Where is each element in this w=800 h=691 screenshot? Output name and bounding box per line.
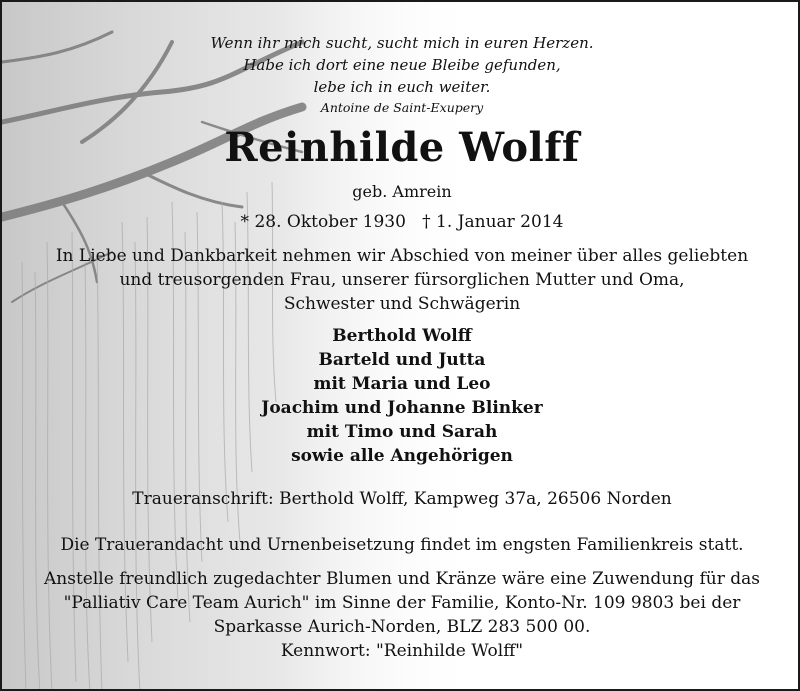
mourner-6: sowie alle Angehörigen	[291, 446, 513, 466]
mourner-3: mit Maria und Leo	[313, 374, 491, 394]
donation-line-1: Anstelle freundlich zugedachter Blumen und Kränze wäre eine Zuwendung für das	[44, 569, 760, 589]
mourning-address: Traueranschrift: Berthold Wolff, Kampweg 37a, 26506 Norden	[132, 489, 672, 509]
quote-line-1: Wenn ihr mich sucht, sucht mich in euren Herzen.	[210, 34, 594, 52]
announcement-line-2: und treusorgenden Frau, unserer fürsorglichen Mutter und Oma,	[119, 270, 685, 290]
maiden-name: geb. Amrein	[352, 182, 452, 201]
mourner-2: Barteld und Jutta	[318, 350, 486, 370]
announcement-line-3: Schwester und Schwägerin	[283, 294, 521, 314]
donation-line-2: "Palliativ Care Team Aurich" im Sinne der Familie, Konto-Nr. 109 9803 bei der	[63, 593, 741, 613]
mourner-4: Joachim und Johanne Blinker	[261, 398, 543, 418]
notice-content	[2, 2, 800, 691]
mourner-1: Berthold Wolff	[332, 326, 472, 346]
mourner-5: mit Timo und Sarah	[306, 422, 498, 442]
donation-keyword: Kennwort: "Reinhilde Wolff"	[280, 641, 524, 661]
announcement-line-1: In Liebe und Dankbarkeit nehmen wir Abschied von meiner über alles geliebten	[55, 246, 749, 266]
quote-line-2: Habe ich dort eine neue Bleibe gefunden,	[243, 56, 561, 74]
deceased-name: Reinhilde Wolff	[224, 124, 580, 171]
ceremony-note: Die Trauerandacht und Urnenbeisetzung findet im engsten Familienkreis statt.	[60, 535, 744, 555]
life-dates: * 28. Oktober 1930 † 1. Januar 2014	[240, 212, 564, 232]
quote-author: Antoine de Saint-Exupery	[320, 100, 484, 115]
donation-line-3: Sparkasse Aurich-Norden, BLZ 283 500 00.	[213, 617, 591, 637]
quote-line-3: lebe ich in euch weiter.	[313, 78, 491, 96]
